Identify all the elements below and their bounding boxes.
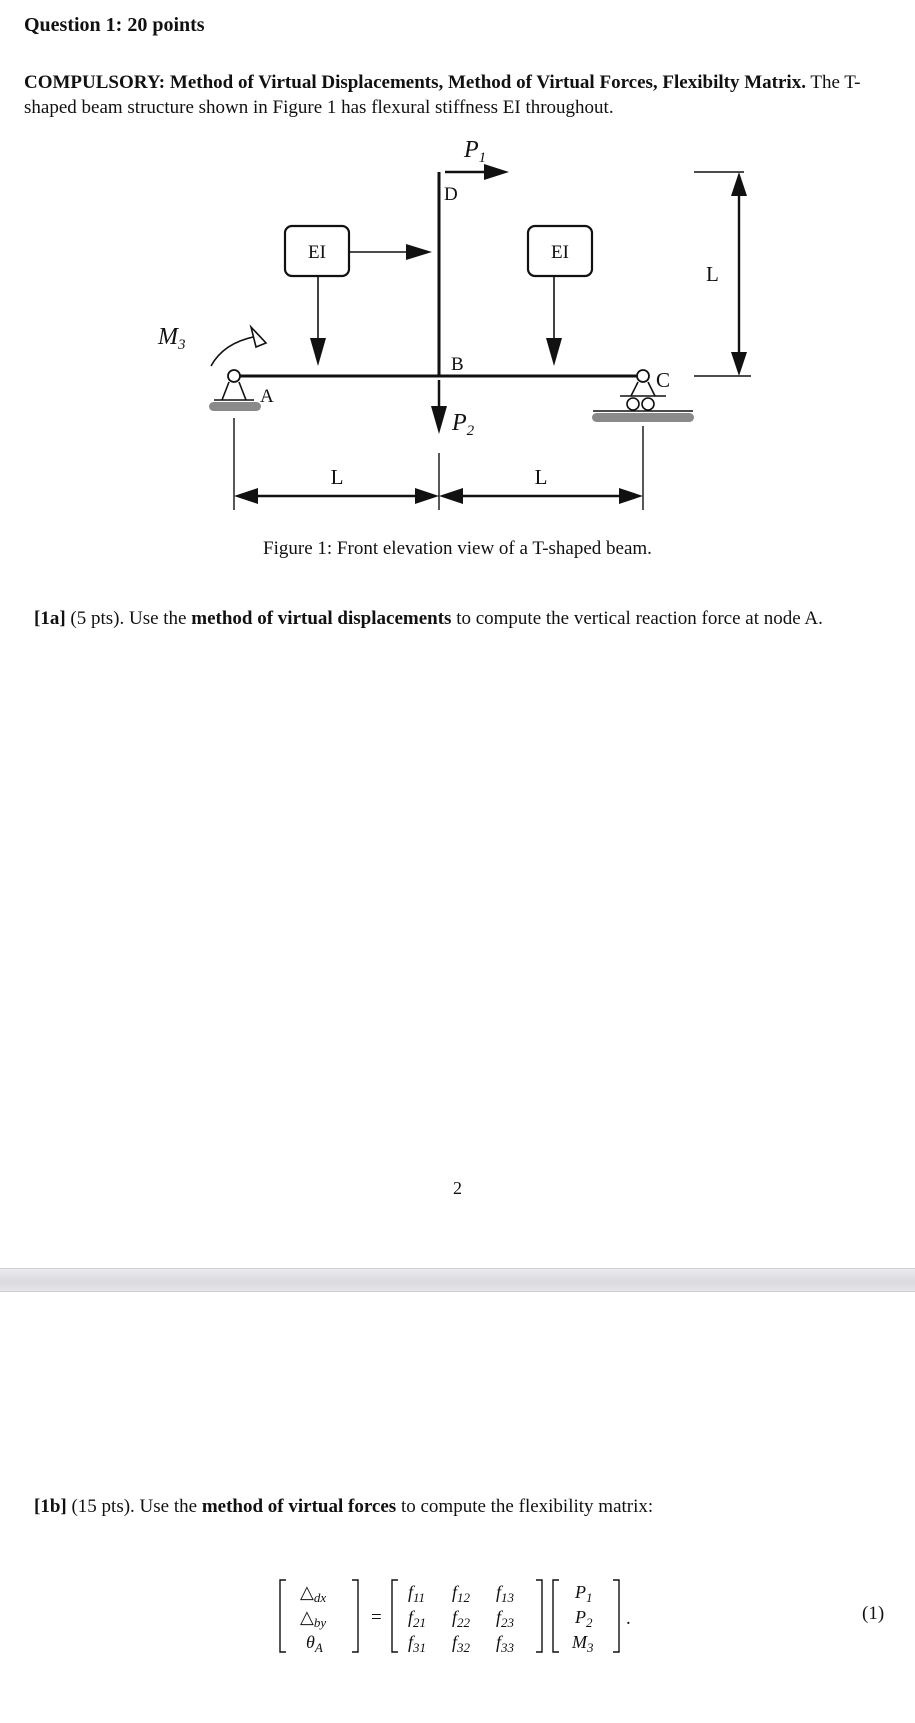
question-title: Question 1: 20 points [24,14,205,36]
equation-period: . [626,1608,631,1629]
load-p2-arrow [431,380,447,434]
rhs-entry-1: $P_1$ [575,1582,593,1605]
intro-text: The T-shaped beam structure shown in Figure 1 has flexural stiffness EI throughout. [24,72,861,118]
matrix-cell-f12: $f_{12}$ [452,1582,471,1605]
ei-left-label: EI [308,242,326,263]
flexibility-matrix [392,1580,542,1655]
part-1a-tag: [1a] [34,608,66,629]
dimension-vertical [694,172,751,376]
part-1a [34,606,823,631]
label-l-vertical: L [706,262,719,286]
lhs-vector [280,1580,358,1655]
figure-caption: Figure 1: Front elevation view of a T-shaped beam. [263,538,652,559]
lhs-entry-1: $\triangle_{dx}$ [300,1582,327,1605]
lhs-entry-2: $\triangle_{by}$ [300,1607,327,1630]
rhs-vector [553,1580,619,1655]
flexibility-equation [270,1572,650,1662]
label-b: B [451,354,464,375]
matrix-cell-f33: $f_{33}$ [496,1632,515,1655]
part-1b-pts: (15 pts). Use the [66,1496,202,1517]
label-m3: $M_3$ [158,324,186,353]
matrix-cell-f22: $f_{22}$ [452,1607,471,1630]
roller-support-c [592,370,694,422]
part-1a-pts: (5 pts). Use the [65,608,192,629]
matrix-cell-f32: $f_{32}$ [452,1632,471,1655]
question-intro [24,70,894,120]
label-c: C [656,368,671,392]
label-l-left: L [330,465,344,489]
label-p1: $P_1$ [464,137,487,166]
label-a: A [260,386,274,407]
matrix-cell-f21: $f_{21}$ [408,1607,427,1630]
part-1b-method: method of virtual forces [201,1496,397,1517]
intro-bold: COMPULSORY: Method of Virtual Displacements, Method of Virtual Forces, Flexibilty Matrix. [24,72,806,93]
part-1a-method: method of virtual displacements [191,608,452,629]
rhs-entry-2: $P_2$ [575,1607,593,1630]
ei-right-arrow [546,276,562,366]
matrix-cell-f11: $f_{11}$ [408,1582,426,1605]
load-p1-arrow [445,164,509,180]
part-1a-rest: to compute the vertical reaction force at node A. [451,608,823,629]
rhs-entry-3: $M_3$ [572,1632,594,1655]
beam-figure [0,130,915,530]
moment-m3-arrow [211,327,266,366]
matrix-cell-f13: $f_{13}$ [496,1582,515,1605]
part-1b [34,1494,653,1519]
matrix-cell-f23: $f_{23}$ [496,1607,515,1630]
ei-left-box [285,226,349,276]
ei-right-box [528,226,592,276]
label-p2: $P_2$ [452,410,475,439]
ei-right-label: EI [551,242,569,263]
page-number: 2 [453,1178,462,1198]
equals-sign: = [371,1607,382,1628]
page-break [0,1268,915,1292]
equation-number: (1) [862,1603,885,1624]
label-d: D [444,184,458,205]
label-l-right: L [534,465,548,489]
matrix-cell-f31: $f_{31}$ [408,1632,427,1655]
lhs-entry-3: $\theta_A$ [306,1632,323,1655]
part-1b-tag: [1b] [34,1496,67,1517]
part-1b-rest: to compute the flexibility matrix: [396,1496,654,1517]
